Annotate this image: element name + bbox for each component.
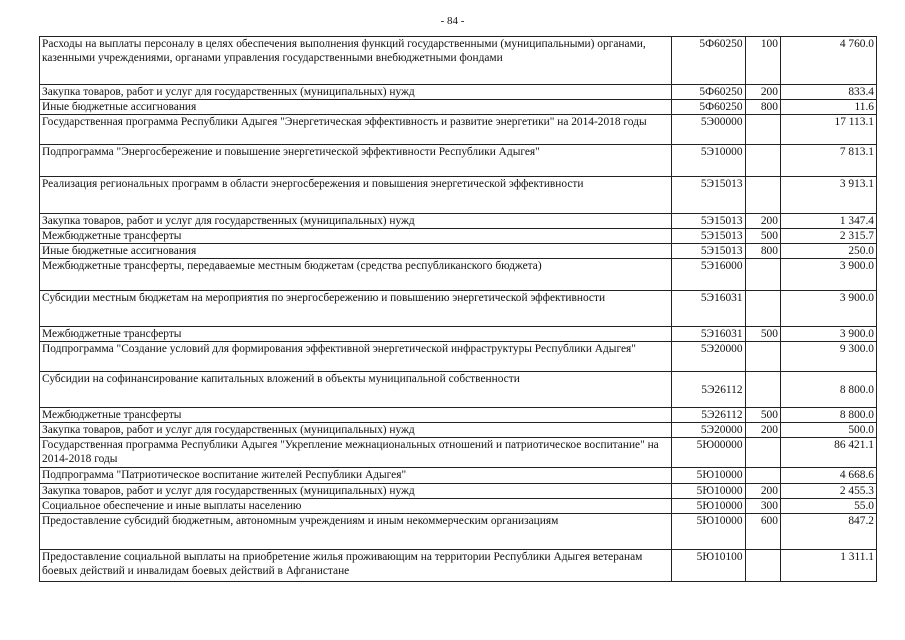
- row-code: 5Ю10100: [671, 550, 745, 582]
- table-row: [40, 423, 877, 438]
- row-description: Предоставление субсидий бюджетным, автономным учреждениям и иным некоммерческим организациям: [40, 514, 672, 550]
- table-row: [40, 484, 877, 499]
- table-row: [40, 408, 877, 423]
- row-amount: 833.4: [780, 85, 876, 100]
- row-expense-type: 200: [745, 85, 780, 100]
- row-description: Государственная программа Республики Адыгея "Укрепление межнациональных отношений и патриотическое воспитание" на 2014-2018 годы: [40, 438, 672, 468]
- row-code: 5Э10000: [671, 145, 745, 177]
- table-row: [40, 342, 877, 372]
- table-row: [40, 244, 877, 259]
- table-row: [40, 327, 877, 342]
- row-description: Реализация региональных программ в области энергосбережения и повышения энергетической эффективности: [40, 177, 672, 214]
- row-description: Закупка товаров, работ и услуг для государственных (муниципальных) нужд: [40, 423, 672, 438]
- table-row: [40, 100, 877, 115]
- row-amount: 7 813.1: [780, 145, 876, 177]
- row-expense-type: [745, 291, 780, 327]
- row-description: Иные бюджетные ассигнования: [40, 244, 672, 259]
- row-code: 5Э20000: [671, 423, 745, 438]
- row-expense-type: [745, 342, 780, 372]
- row-amount: 250.0: [780, 244, 876, 259]
- row-code: 5Ф60250: [671, 100, 745, 115]
- row-code: 5Э20000: [671, 342, 745, 372]
- table-row: [40, 177, 877, 214]
- row-description: Межбюджетные трансферты: [40, 408, 672, 423]
- row-amount: 17 113.1: [780, 115, 876, 145]
- row-description: Подпрограмма "Создание условий для формирования эффективной энергетической инфраструктуры Республики Адыгея": [40, 342, 672, 372]
- row-code: 5Э15013: [671, 177, 745, 214]
- table-row: [40, 438, 877, 468]
- table-row: [40, 115, 877, 145]
- row-expense-type: 800: [745, 100, 780, 115]
- row-description: Социальное обеспечение и иные выплаты населению: [40, 499, 672, 514]
- row-expense-type: [745, 145, 780, 177]
- row-code: 5Э16000: [671, 259, 745, 291]
- row-amount: 3 913.1: [780, 177, 876, 214]
- row-description: Государственная программа Республики Адыгея "Энергетическая эффективность и развитие энергетики" на 2014-2018 годы: [40, 115, 672, 145]
- row-amount: 2 315.7: [780, 229, 876, 244]
- row-expense-type: 600: [745, 514, 780, 550]
- row-amount: 11.6: [780, 100, 876, 115]
- row-amount: 3 900.0: [780, 327, 876, 342]
- row-expense-type: [745, 372, 780, 408]
- row-description: Подпрограмма "Энергосбережение и повышение энергетической эффективности Республики Адыгея": [40, 145, 672, 177]
- row-expense-type: [745, 468, 780, 484]
- row-description: Закупка товаров, работ и услуг для государственных (муниципальных) нужд: [40, 214, 672, 229]
- row-expense-type: 200: [745, 214, 780, 229]
- row-amount: 9 300.0: [780, 342, 876, 372]
- row-code: 5Э26112: [671, 408, 745, 423]
- row-code: 5Э26112: [671, 372, 745, 408]
- row-expense-type: 200: [745, 484, 780, 499]
- table-row: [40, 372, 877, 408]
- table-row: [40, 514, 877, 550]
- table-row: [40, 550, 877, 582]
- row-code: 5Э15013: [671, 244, 745, 259]
- row-description: Подпрограмма "Патриотическое воспитание жителей Республики Адыгея": [40, 468, 672, 484]
- table-row: [40, 145, 877, 177]
- row-amount: 4 760.0: [780, 37, 876, 85]
- budget-table: [39, 36, 877, 582]
- row-description: Иные бюджетные ассигнования: [40, 100, 672, 115]
- row-amount: 3 900.0: [780, 291, 876, 327]
- row-code: 5Э15013: [671, 214, 745, 229]
- row-description: Предоставление социальной выплаты на приобретение жилья проживающим на территории Республики Адыгея ветеранам боевых действий и инвалидам боевых действий в Афганистане: [40, 550, 672, 582]
- row-description: Закупка товаров, работ и услуг для государственных (муниципальных) нужд: [40, 484, 672, 499]
- row-expense-type: [745, 438, 780, 468]
- row-amount: 8 800.0: [780, 408, 876, 423]
- table-row: [40, 229, 877, 244]
- table-row: [40, 214, 877, 229]
- page-number: - 84 -: [440, 15, 465, 27]
- row-amount: 1 311.1: [780, 550, 876, 582]
- row-amount: 8 800.0: [780, 372, 876, 408]
- row-expense-type: [745, 550, 780, 582]
- row-code: 5Ю10000: [671, 468, 745, 484]
- row-expense-type: 300: [745, 499, 780, 514]
- row-expense-type: [745, 259, 780, 291]
- row-amount: 55.0: [780, 499, 876, 514]
- row-amount: 2 455.3: [780, 484, 876, 499]
- table-row: [40, 468, 877, 484]
- row-expense-type: 500: [745, 408, 780, 423]
- row-description: Межбюджетные трансферты: [40, 229, 672, 244]
- row-description: Межбюджетные трансферты: [40, 327, 672, 342]
- row-code: 5Ю10000: [671, 484, 745, 499]
- row-amount: 3 900.0: [780, 259, 876, 291]
- row-amount: 500.0: [780, 423, 876, 438]
- row-description: Субсидии на софинансирование капитальных вложений в объекты муниципальной собственности: [40, 372, 672, 408]
- row-expense-type: [745, 115, 780, 145]
- row-code: 5Э15013: [671, 229, 745, 244]
- row-code: 5Э00000: [671, 115, 745, 145]
- row-expense-type: 500: [745, 229, 780, 244]
- row-description: Закупка товаров, работ и услуг для государственных (муниципальных) нужд: [40, 85, 672, 100]
- row-expense-type: [745, 177, 780, 214]
- table-row: [40, 37, 877, 85]
- row-description: Расходы на выплаты персоналу в целях обеспечения выполнения функций государственными (муниципальными) органами, казенными учреждениями, органами управления государственными внебюджетными фондами: [40, 37, 672, 85]
- table-row: [40, 499, 877, 514]
- row-code: 5Э16031: [671, 327, 745, 342]
- table-row: [40, 85, 877, 100]
- table-row: [40, 259, 877, 291]
- row-description: Субсидии местным бюджетам на мероприятия по энергосбережению и повышению энергетической эффективности: [40, 291, 672, 327]
- row-code: 5Ю00000: [671, 438, 745, 468]
- row-code: 5Э16031: [671, 291, 745, 327]
- row-code: 5Ф60250: [671, 37, 745, 85]
- row-expense-type: 100: [745, 37, 780, 85]
- row-description: Межбюджетные трансферты, передаваемые местным бюджетам (средства республиканского бюджета): [40, 259, 672, 291]
- table-row: [40, 291, 877, 327]
- row-expense-type: 800: [745, 244, 780, 259]
- row-amount: 86 421.1: [780, 438, 876, 468]
- row-amount: 4 668.6: [780, 468, 876, 484]
- row-code: 5Ю10000: [671, 499, 745, 514]
- row-code: 5Ю10000: [671, 514, 745, 550]
- row-code: 5Ф60250: [671, 85, 745, 100]
- row-expense-type: 200: [745, 423, 780, 438]
- row-amount: 847.2: [780, 514, 876, 550]
- row-expense-type: 500: [745, 327, 780, 342]
- row-amount: 1 347.4: [780, 214, 876, 229]
